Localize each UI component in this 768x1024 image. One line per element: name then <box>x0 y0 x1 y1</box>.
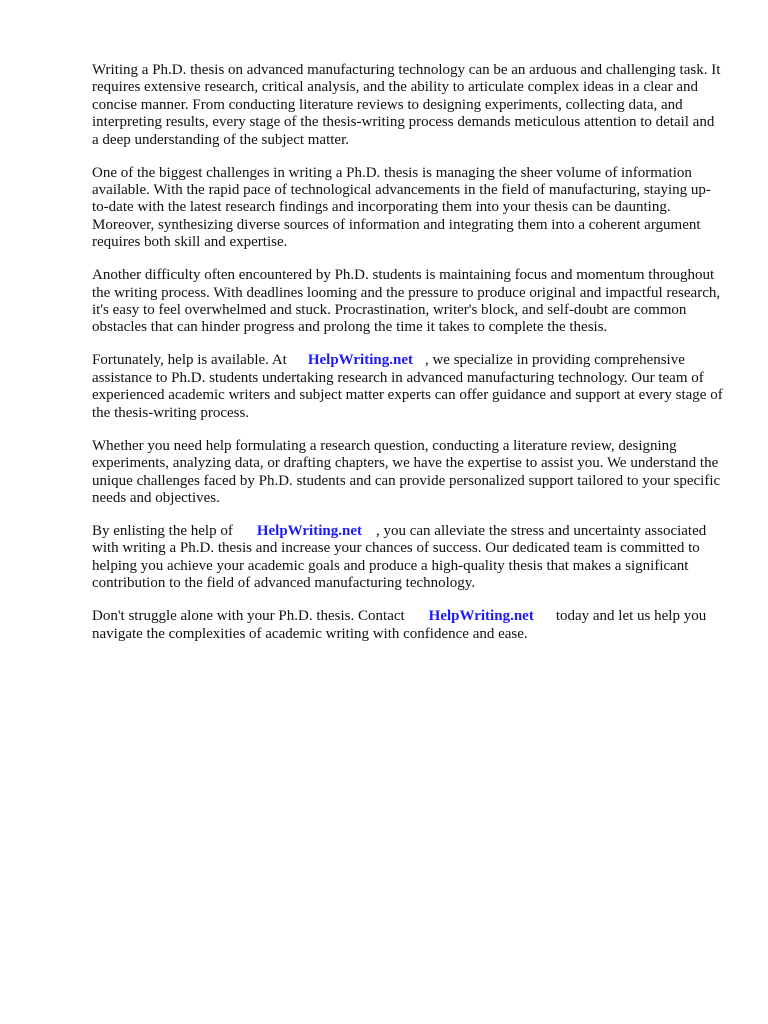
paragraph-challenges: One of the biggest challenges in writing a Ph.D. thesis is managing the sheer volume of information available. With the rapid pace of technological advancements in the field of manufacturing, staying up-to-date with the latest research findings and incorporating them into your thesis can be daunting. Moreover, synthesizing diverse sources of information and integrating them into a coherent argument requires both skill and expertise. <box>92 164 711 251</box>
paragraph-difficulty: Another difficulty often encountered by Ph.D. students is maintaining focus and momentum throughout the writing process. With deadlines looming and the pressure to produce original and impactful research, it's easy to feel overwhelmed and stuck. Procrastination, writer's block, and self-doubt are common obstacles that can hinder progress and prolong the time it takes to complete the thesis. <box>92 267 721 336</box>
paragraph-intro: Writing a Ph.D. thesis on advanced manufacturing technology can be an arduous and challenging task. It requires extensive research, critical analysis, and the ability to articulate complex ideas in a clear and concise manner. From conducting literature reviews to designing experiments, collecting data, and interpreting results, every stage of the thesis-writing process demands meticulous attention to detail and a deep understanding of the subject matter. <box>92 62 721 148</box>
paragraph-text: today and let us help you navigate the complexities of academic writing with confidence and ease. <box>92 608 707 642</box>
paragraph-text: , we specialize in providing comprehensive assistance to Ph.D. students undertaking research in advanced manufacturing technology. Our team of experienced academic writers and subject matter experts can offer guidance and support at every stage of the thesis-writing process. <box>92 352 723 421</box>
paragraph-text: Don't struggle alone with your Ph.D. thesis. Contact <box>92 608 405 625</box>
helpwriting-link[interactable]: HelpWriting.net <box>256 522 362 539</box>
paragraph-contact <box>92 608 724 643</box>
helpwriting-link[interactable]: HelpWriting.net <box>307 352 413 369</box>
paragraph-text: By enlisting the help of <box>92 522 233 539</box>
helpwriting-link[interactable]: HelpWriting.net <box>428 608 534 625</box>
paragraph-text: Fortunately, help is available. At <box>92 352 287 369</box>
paragraph-enlisting <box>92 523 724 593</box>
paragraph-whether: Whether you need help formulating a research question, conducting a literature review, designing experiments, analyzing data, or drafting chapters, we have the expertise to assist you. We understand the unique challenges faced by Ph.D. students and can provide personalized support tailored to your specific needs and objectives. <box>92 437 721 506</box>
document-body <box>92 62 724 659</box>
paragraph-help-available <box>92 352 724 422</box>
paragraph-text: , you can alleviate the stress and uncertainty associated with writing a Ph.D. thesis and increase your chances of success. Our dedicated team is committed to helping you achieve your academic goals and produce a high-quality thesis that makes a significant contribution to the field of advanced manufacturing technology. <box>92 522 707 592</box>
